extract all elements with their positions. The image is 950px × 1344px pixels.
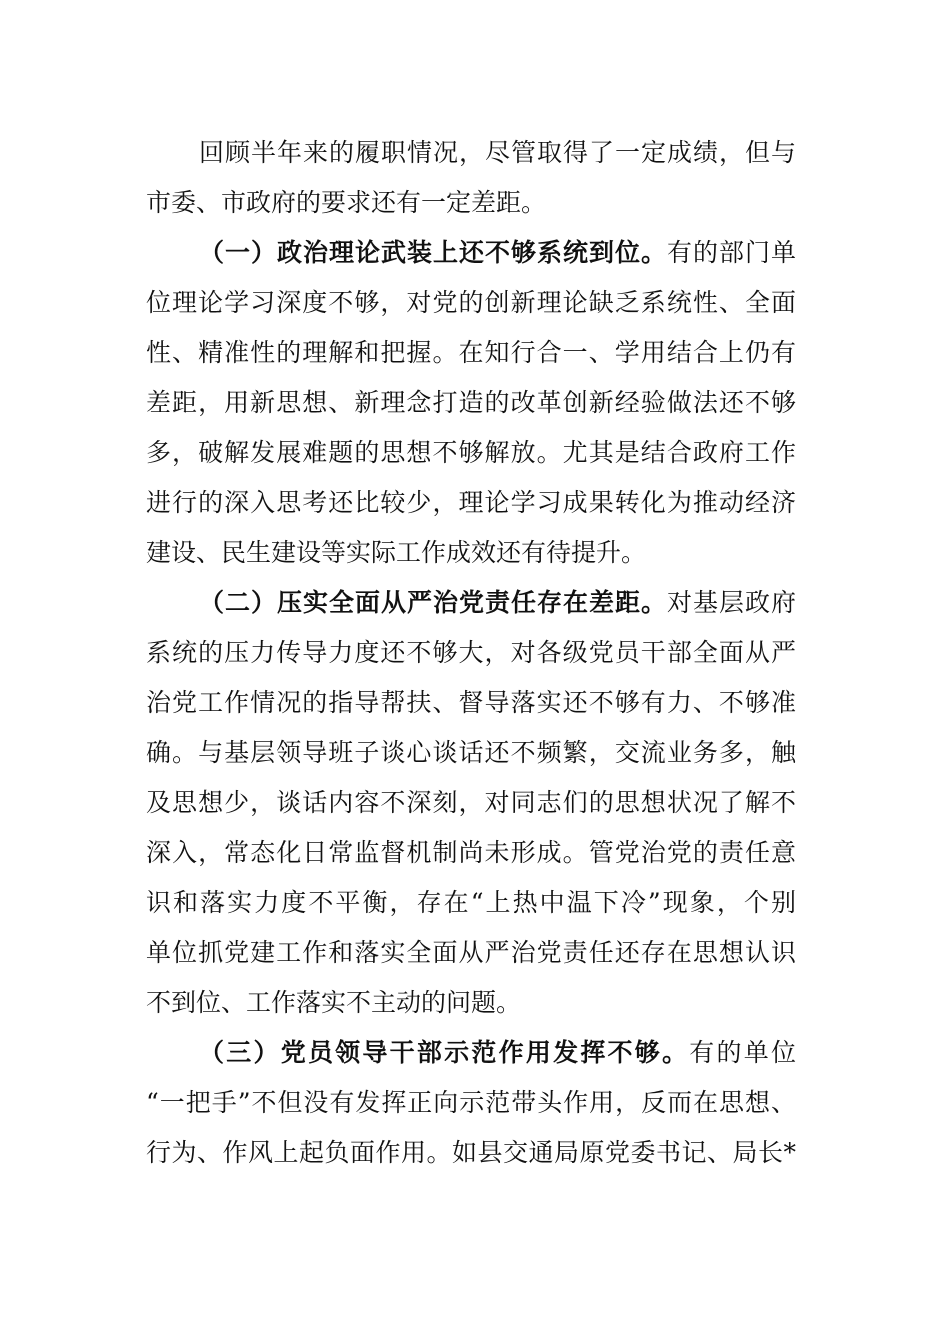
section-3-line: “一把手”不但没有发挥正向示范带头作用，反而在思想、 bbox=[146, 1088, 796, 1117]
section-2-line: 确。与基层领导班子谈心谈话还不频繁，交流业务多，触 bbox=[146, 738, 796, 767]
section-2-first-line-rest: 对基层政府 bbox=[666, 588, 796, 617]
section-2-first-line bbox=[146, 578, 796, 628]
section-1-line: 性、精准性的理解和把握。在知行合一、学用结合上仍有 bbox=[146, 338, 796, 367]
section-1-line: 位理论学习深度不够，对党的创新理论缺乏系统性、全面 bbox=[146, 288, 796, 317]
section-1-line: 建设、民生建设等实际工作成效还有待提升。 bbox=[146, 538, 647, 567]
section-3-first-line bbox=[146, 1028, 796, 1078]
section-1-line: 进行的深入思考还比较少，理论学习成果转化为推动经济 bbox=[146, 488, 796, 517]
section-2-line: 不到位、工作落实不主动的问题。 bbox=[146, 988, 522, 1017]
intro-line-1: 回顾半年来的履职情况，尽管取得了一定成绩，但与 bbox=[199, 138, 796, 167]
section-1-heading: （一）政治理论武装上还不够系统到位。 bbox=[199, 238, 667, 267]
section-1-line: 多，破解发展难题的思想不够解放。尤其是结合政府工作 bbox=[146, 438, 796, 467]
section-1-first-line-rest: 有的部门单 bbox=[666, 238, 796, 267]
section-2-heading: （二）压实全面从严治党责任存在差距。 bbox=[199, 588, 667, 617]
section-2-line: 识和落实力度不平衡，存在“上热中温下冷”现象，个别 bbox=[146, 888, 796, 917]
section-3-line: 行为、作风上起负面作用。如县交通局原党委书记、局长* bbox=[146, 1138, 796, 1167]
section-2-line: 治党工作情况的指导帮扶、督导落实还不够有力、不够准 bbox=[146, 688, 796, 717]
section-1-first-line bbox=[146, 228, 796, 278]
section-1-line: 差距，用新思想、新理念打造的改革创新经验做法还不够 bbox=[146, 388, 796, 417]
intro-line-2: 市委、市政府的要求还有一定差距。 bbox=[146, 188, 547, 217]
section-2-line: 系统的压力传导力度还不够大，对各级党员干部全面从严 bbox=[146, 638, 796, 667]
section-3-first-line-rest: 有的单位 bbox=[689, 1038, 796, 1067]
section-2-line: 深入，常态化日常监督机制尚未形成。管党治党的责任意 bbox=[146, 838, 796, 867]
section-3-heading: （三）党员领导干部示范作用发挥不够。 bbox=[199, 1038, 690, 1067]
section-2-line: 单位抓党建工作和落实全面从严治党责任还存在思想认识 bbox=[146, 938, 796, 967]
document-body bbox=[146, 128, 796, 1178]
section-2-line: 及思想少，谈话内容不深刻，对同志们的思想状况了解不 bbox=[146, 788, 796, 817]
